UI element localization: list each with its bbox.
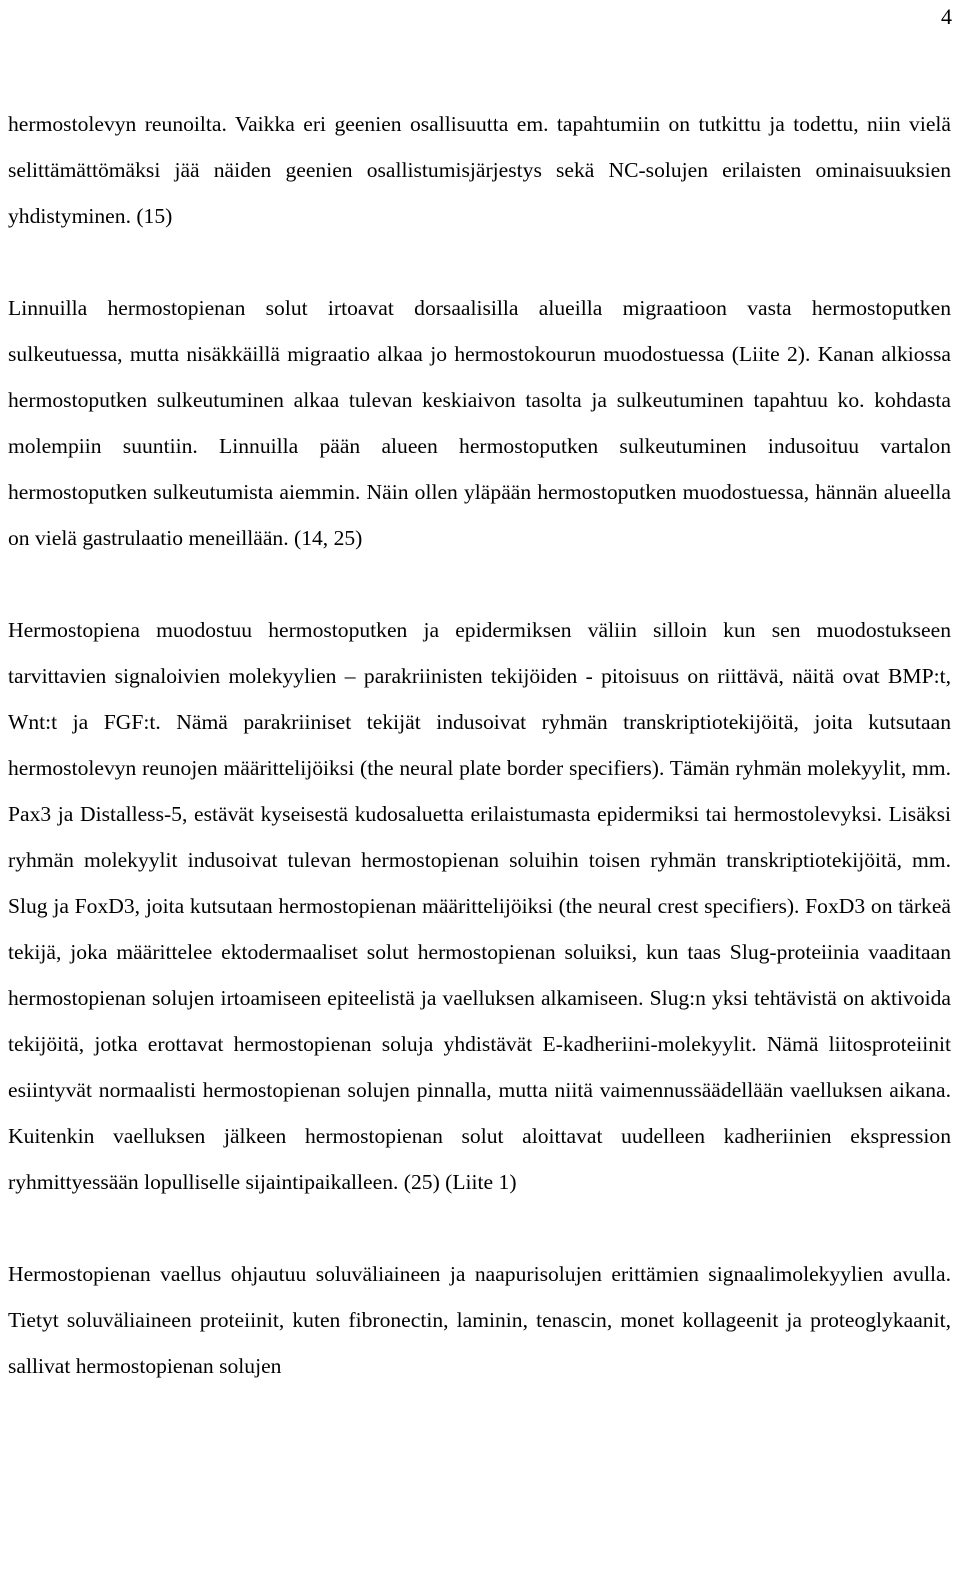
document-body <box>8 101 951 1389</box>
paragraph-2: Linnuilla hermostopienan solut irtoavat dorsaalisilla alueilla migraatioon vasta hermostoputken sulkeutuessa, mutta nisäkkäillä migraatio alkaa jo hermostokourun muodostuessa (Liite 2). Kanan alkiossa hermostoputken sulkeutuminen alkaa tulevan keskiaivon tasolta ja sulkeutuminen tapahtuu ko. kohdasta molempiin suuntiin. Linnuilla pään alueen hermostoputken sulkeutuminen indusoituu vartalon hermostoputken sulkeutumista aiemmin. Näin ollen yläpään hermostoputken muodostuessa, hännän alueella on vielä gastrulaatio meneillään. (14, 25) <box>8 296 951 550</box>
paragraph-3: Hermostopiena muodostuu hermostoputken ja epidermiksen väliin silloin kun sen muodostukseen tarvittavien signaloivien molekyylien – parakriinisten tekijöiden - pitoisuus on riittävä, näitä ovat BMP:t, Wnt:t ja FGF:t. Nämä parakriiniset tekijät indusoivat ryhmän transkriptiotekijöitä, joita kutsutaan hermostolevyn reunojen määrittelijöiksi (the neural plate border specifiers). Tämän ryhmän molekyylit, mm. Pax3 ja Distalless-5, estävät kyseisestä kudosaluetta erilaistumasta epidermiksi tai hermostolevyksi. Lisäksi ryhmän molekyylit indusoivat tulevan hermostopienan soluihin toisen ryhmän transkriptiotekijöitä, mm. Slug ja FoxD3, joita kutsutaan hermostopienan määrittelijöiksi (the neural crest specifiers). FoxD3 on tärkeä tekijä, joka määrittelee ektodermaaliset solut hermostopienan soluiksi, kun taas Slug-proteiinia vaaditaan hermostopienan solujen irtoamiseen epiteelistä ja vaelluksen alkamiseen. Slug:n yksi tehtävistä on aktivoida tekijöitä, jotka erottavat hermostopienan soluja yhdistävät E-kadheriini-molekyylit. Nämä liitosproteiinit esiintyvät normaalisti hermostopienan solujen pinnalla, mutta niitä vaimennussäädellään vaelluksen aikana. Kuitenkin vaelluksen jälkeen hermostopienan solut aloittavat uudelleen kadheriinien ekspression ryhmittyessään lopulliselle sijaintipaikalleen. (25) (Liite 1) <box>8 618 951 1194</box>
paragraph-1: hermostolevyn reunoilta. Vaikka eri geenien osallisuutta em. tapahtumiin on tutkittu ja todettu, niin vielä selittämättömäksi jää näiden geenien osallistumisjärjestys sekä NC-solujen erilaisten ominaisuuksien yhdistyminen. (15) <box>8 112 951 228</box>
paragraph-4: Hermostopienan vaellus ohjautuu soluväliaineen ja naapurisolujen erittämien signaalimolekyylien avulla. Tietyt soluväliaineen proteiinit, kuten fibronectin, laminin, tenascin, monet kollageenit ja proteoglykaanit, sallivat hermostopienan solujen <box>8 1262 951 1378</box>
page-number: 4 <box>941 4 952 29</box>
